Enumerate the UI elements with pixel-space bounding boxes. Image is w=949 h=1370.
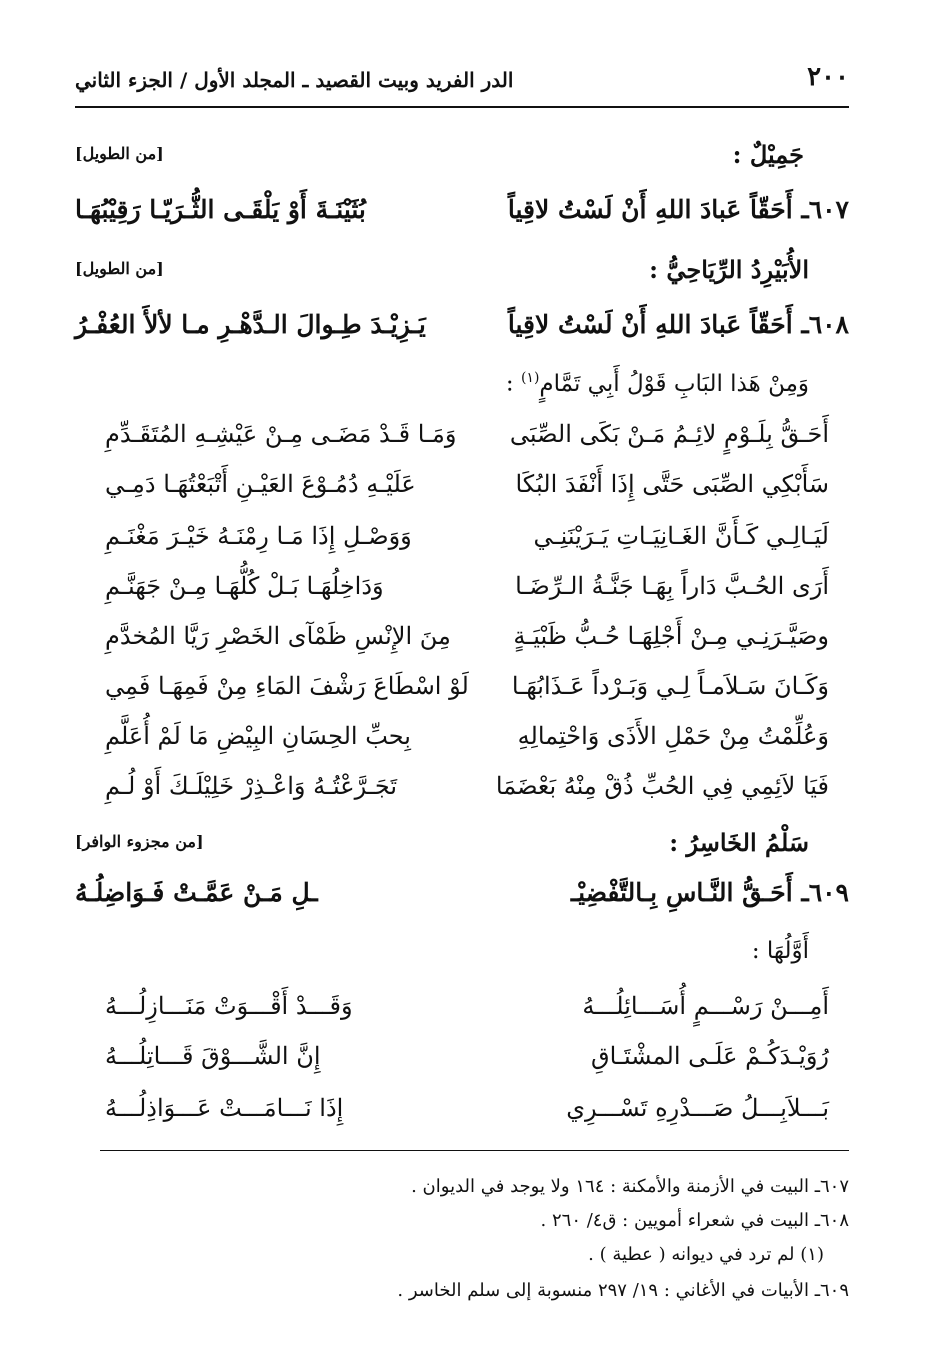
intro-prose (75, 370, 849, 406)
hemistich-second: وَقَـــدْ أَقْـــوَتْ مَنَـــازِلُـــهُ (105, 992, 353, 1020)
poet-name: سَلْمُ الخَاسِرُ : (669, 828, 809, 857)
header-title: الدر الفريد وبيت القصيد ـ المجلد الأول / الجزء الثاني (75, 68, 514, 92)
poem-line (75, 522, 849, 562)
hemistich-first: سَأَبْكِي الصِّبَى حَتَّى إِذَا أَنْفَدَ البُكَا (515, 470, 829, 498)
hemistich-second: وَوَصْـلِ إِذَا مَـا رِمْنَـهُ خَيْـرَ مَغْنَـمِ (105, 522, 412, 550)
verse-607 (75, 195, 849, 235)
poem-line (75, 420, 849, 460)
hemistich-first: وصَيَّـرَنِـي مِـنْ أَجْلِهَـا حُـبُّ ظَبْيَـةٍ (513, 622, 829, 650)
header-rule (75, 106, 849, 108)
poem-line (75, 772, 849, 812)
awwaluha-label (75, 938, 849, 974)
poem-line (75, 672, 849, 712)
poem-line (75, 992, 849, 1032)
meter-label: [من الطويل] (75, 144, 164, 163)
footnote-607: ٦٠٧ـ البيت في الأزمنة والأمكنة : ١٦٤ ولا يوجد في الديوان . (411, 1176, 849, 1197)
intro-colon: : (505, 370, 514, 397)
awwaluha-text: أَوَّلُهَا : (751, 938, 809, 964)
poem-line (75, 1094, 849, 1134)
page-number: ٢٠٠ (807, 62, 849, 92)
hemistich-first: أَرَى الحُـبَّ دَاراً بِهَـا جَنَّـةُ الـرِّضَـا (515, 572, 829, 600)
hemistich-second: مِنَ الإِنْسِ ظَمْآى الخَصْرِ رَيَّا المُخدَّمِ (105, 622, 451, 650)
poet-ubayrid (75, 255, 849, 289)
footnote-608: ٦٠٨ـ البيت في شعراء أمويين : ق٤/ ٢٦٠ . (540, 1210, 849, 1231)
hemistich-second: وَدَاخِلُهَـا بَـلْ كُلُّهَـا مِـنْ جَهَنَّـمِ (105, 572, 384, 600)
hemistich-second: بُثَيْنَـةَ أَوْ يَلْقَـى الثُّـرَيّـا رَقِيْبُهَـا (75, 195, 366, 224)
hemistich-second: وَمَـا قَـدْ مَضَـى مِـنْ عَيْشِـهِ المُتَقَـدِّمِ (105, 420, 457, 448)
poem-line (75, 572, 849, 612)
poem-line (75, 1042, 849, 1082)
hemistich-second: بِحبِّ الحِسَانِ البِيْضِ مَا لَمْ أُعَلَّمِ (105, 722, 411, 750)
footnote-mark: (١) (520, 370, 540, 386)
footnote-rule (100, 1150, 849, 1151)
verse-608 (75, 310, 849, 350)
hemistich-first: فَيَا لاَئِمِي فِي الحُبِّ ذُقْ مِنْهُ بَعْضَمَا (495, 772, 829, 800)
hemistich-first: وَعُلِّمْتُ مِنْ حَمْلِ الأَذَى وَاحْتِمالِهِ (517, 722, 829, 750)
meter-label: [من الطويل] (75, 259, 164, 278)
hemistich-second: تَجَـرَّعْتُـهُ وَاعْـذِرْ خَلِيْلَـكَ أَوْ لُـمِ (105, 772, 398, 800)
intro-text: وَمِنْ هَذا البَابِ قَوْلُ أَبِي تَمَّامٍ (539, 370, 809, 397)
footnote-1: (١) لم ترد في ديوانه ( عطية ) . (588, 1244, 824, 1265)
hemistich-first: أَحَـقُّ بِلَـوْمٍ لائِـمُ مَـنْ بَكَى الصِّبَى (509, 420, 829, 448)
footnote-609: ٦٠٩ـ الأبيات في الأغاني : ١٩/ ٢٩٧ منسوبة إلى سلم الخاسر . (397, 1280, 849, 1301)
poet-name: جَمِيْلٌ : (732, 140, 804, 169)
hemistich-second: إِنَّ الشَّـــوْقَ قَـــاتِلُـــهُ (105, 1042, 321, 1070)
meter-label: [من مجزوء الوافر] (75, 832, 204, 851)
hemistich-first: رُوَيْـدَكُـمْ عَلَـى المشْتَـاقِ (591, 1042, 829, 1070)
hemistich-first: ٦٠٧ـ أَحَقّاً عَبادَ اللهِ أَنْ لَسْتُ لاقِياً (507, 195, 849, 224)
poem-line (75, 622, 849, 662)
hemistich-first: أَمِـــنْ رَسْـــمٍ أُسَـــائِلُـــهُ (582, 992, 829, 1020)
hemistich-first: ٦٠٩ـ أَحَـقُّ النَّـاسِ بِـالتَّفْضِيْـ (570, 878, 849, 907)
hemistich-second: عَلَيْـهِ دُمُـوْعَ العَيْـنِ أَتْبَعْتُهَـا دَمِـي (105, 470, 416, 498)
hemistich-first: ٦٠٨ـ أَحَقّاً عَبادَ اللهِ أَنْ لَسْتُ لاقِياً (507, 310, 849, 339)
hemistich-first: وَكَـانَ سَـلاَمـاً لِـي وَبَـرْداً عَـذَابُهَـا (511, 672, 829, 700)
hemistich-second: يَـزِيْـدَ طِـوالَ الـدَّهْـرِ مـا لألأَ العُفْـرُ (75, 310, 426, 339)
hemistich-second: لَوْ اسْطَاعَ رَشْفَ المَاءِ مِنْ فَمِهَـا فَمِي (105, 672, 469, 700)
hemistich-first: لَيَـالِـي كَـأَنَّ الغَـانِيَـاتِ يَـرَيْنَنِـي (533, 522, 829, 550)
poet-name: الأُبَيْرِدُ الرِّيَاحِيُّ : (649, 255, 809, 284)
hemistich-second: إِذَا نَـــامَـــتْ عَـــوَاذِلُـــهُ (105, 1094, 344, 1122)
running-header (75, 62, 849, 102)
poem-line (75, 470, 849, 510)
poem-line (75, 722, 849, 762)
poet-salm (75, 828, 849, 862)
verse-609 (75, 878, 849, 918)
hemistich-first: بَـــلاَبِـــلُ صَـــدْرِهِ تَسْـــرِي (566, 1094, 829, 1122)
poet-jamil (75, 140, 849, 174)
hemistich-second: ـلِ مَـنْ عَمَّـتْ فَـوَاضِلُـهُ (75, 878, 318, 907)
